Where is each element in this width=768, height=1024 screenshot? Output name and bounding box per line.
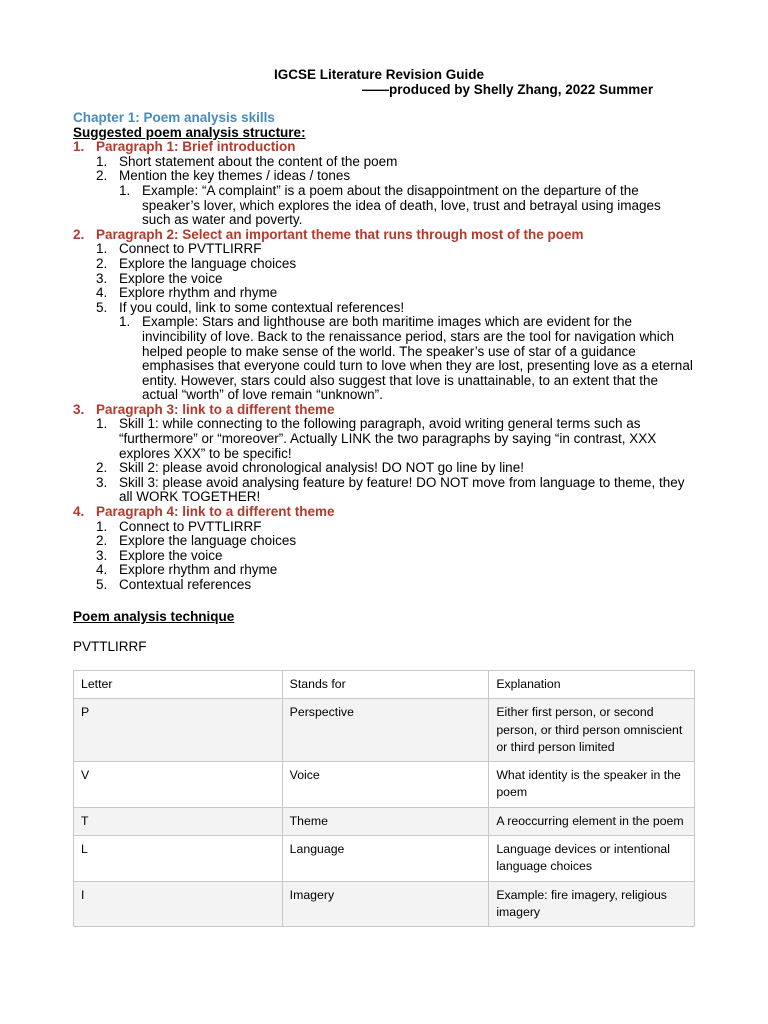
paragraph-number: 3. xyxy=(73,401,85,417)
item-text: Skill 1: while connecting to the following paragraph, avoid writing general terms such as “furthermore” or “moreover”. Actually LINK the two paragraphs by saying “in contrast, XXX explores XXX” to be specific! xyxy=(119,416,657,461)
paragraph-item xyxy=(73,403,693,505)
list-item xyxy=(96,286,693,301)
technique-table xyxy=(73,670,695,927)
document-byline: ——produced by Shelly Zhang, 2022 Summer xyxy=(362,82,654,97)
item-text: Short statement about the content of the poem xyxy=(119,153,398,169)
paragraph-list xyxy=(73,140,693,592)
list-item xyxy=(96,563,693,578)
table-cell: Voice xyxy=(282,762,489,808)
table-cell: Either first person, or second person, or third person omniscient or third person limited xyxy=(489,699,695,762)
acronym-label: PVTTLIRRF xyxy=(73,639,147,654)
table-cell: Language xyxy=(282,836,489,882)
paragraph-number: 4. xyxy=(73,504,85,520)
list-item xyxy=(96,461,693,476)
table-row xyxy=(74,881,695,927)
table-cell: Perspective xyxy=(282,699,489,762)
item-text: Explore the voice xyxy=(119,547,223,563)
table-row xyxy=(74,762,695,808)
table-cell: Language devices or intentional language choices xyxy=(489,836,695,882)
table-cell: L xyxy=(74,836,283,882)
list-item xyxy=(96,534,693,549)
document-title: IGCSE Literature Revision Guide xyxy=(274,67,485,82)
item-text: Mention the key themes / ideas / tones xyxy=(119,168,351,184)
technique-heading-wrap xyxy=(73,609,234,624)
item-text: Connect to PVTTLIRRF xyxy=(119,241,262,257)
table-cell: What identity is the speaker in the poem xyxy=(489,762,695,808)
list-item xyxy=(96,155,693,170)
list-item xyxy=(96,520,693,535)
list-item xyxy=(96,549,693,564)
item-number: 1. xyxy=(119,182,131,198)
table-row xyxy=(74,807,695,835)
list-item xyxy=(96,476,693,505)
example-list xyxy=(119,184,693,228)
structure-heading: Suggested poem analysis structure: xyxy=(73,124,306,140)
list-item xyxy=(96,272,693,287)
item-number: 2. xyxy=(96,255,108,271)
item-text: Explore rhythm and rhyme xyxy=(119,562,278,578)
paragraph-item xyxy=(73,228,693,403)
sub-list xyxy=(96,417,693,505)
list-item xyxy=(96,578,693,593)
item-text: Skill 3: please avoid analysing feature by feature! DO NOT move from language to theme, they all WORK TOGETHER! xyxy=(119,474,685,505)
item-number: 1. xyxy=(119,314,131,330)
example-text: Example: “A complaint” is a poem about the disappointment on the departure of the speaker’s lover, which explores the idea of death, love, trust and betrayal using images such as water and poverty. xyxy=(142,182,661,228)
list-item xyxy=(96,242,693,257)
item-number: 2. xyxy=(96,460,108,476)
paragraph-item xyxy=(73,505,693,593)
paragraph-item xyxy=(73,140,693,228)
list-item xyxy=(96,169,693,227)
column-header-letter: Letter xyxy=(74,671,283,699)
item-number: 4. xyxy=(96,285,108,301)
table-row xyxy=(74,699,695,762)
paragraph-title: Paragraph 1: Brief introduction xyxy=(96,139,296,155)
item-number: 3. xyxy=(96,547,108,563)
table-cell: T xyxy=(74,807,283,835)
item-text: Connect to PVTTLIRRF xyxy=(119,518,262,534)
table-cell: P xyxy=(74,699,283,762)
item-text: Explore the voice xyxy=(119,270,223,286)
column-header-stands-for: Stands for xyxy=(282,671,489,699)
item-text: Explore the language choices xyxy=(119,255,297,271)
item-text: Skill 2: please avoid chronological analysis! DO NOT go line by line! xyxy=(119,460,524,476)
item-number: 1. xyxy=(96,518,108,534)
item-number: 1. xyxy=(96,241,108,257)
item-number: 1. xyxy=(96,416,108,432)
list-item xyxy=(96,257,693,272)
table-cell: I xyxy=(74,881,283,927)
example-text: Example: Stars and lighthouse are both maritime images which are evident for the invincibility of love. Back to the renaissance period, stars are the tool for navigation which helped people to make sense of the world. The speaker’s use of star of a guidance emphasises that everyone could turn to love when they are lost, presenting love as a eternal entity. However, stars could also suggest that love is unattainable, to an extent that the actual “worth” of love remain “unknown”. xyxy=(142,314,693,403)
paragraph-title: Paragraph 2: Select an important theme that runs through most of the poem xyxy=(96,226,584,242)
item-number: 5. xyxy=(96,577,108,592)
table-cell: Theme xyxy=(282,807,489,835)
sub-list xyxy=(96,520,693,593)
table-row xyxy=(74,836,695,882)
table-cell: Example: fire imagery, religious imagery xyxy=(489,881,695,927)
list-item xyxy=(96,417,693,461)
table-cell: Imagery xyxy=(282,881,489,927)
column-header-explanation: Explanation xyxy=(489,671,695,699)
item-number: 3. xyxy=(96,474,108,490)
item-number: 3. xyxy=(96,270,108,286)
example-item xyxy=(119,315,693,403)
chapter-section xyxy=(73,111,693,593)
sub-list xyxy=(96,155,693,228)
item-number: 2. xyxy=(96,533,108,549)
item-number: 5. xyxy=(96,299,108,315)
item-text: If you could, link to some contextual references! xyxy=(119,299,405,315)
example-item xyxy=(119,184,693,228)
paragraph-number: 2. xyxy=(73,226,85,242)
example-list xyxy=(119,315,693,403)
item-number: 1. xyxy=(96,153,108,169)
item-text: Explore rhythm and rhyme xyxy=(119,285,278,301)
paragraph-title: Paragraph 3: link to a different theme xyxy=(96,401,335,417)
item-text: Contextual references xyxy=(119,577,252,592)
item-text: Explore the language choices xyxy=(119,533,297,549)
table-cell: A reoccurring element in the poem xyxy=(489,807,695,835)
item-number: 4. xyxy=(96,562,108,578)
paragraph-number: 1. xyxy=(73,139,85,155)
list-item xyxy=(96,301,693,403)
item-number: 2. xyxy=(96,168,108,184)
chapter-title: Chapter 1: Poem analysis skills xyxy=(73,110,275,125)
technique-heading: Poem analysis technique xyxy=(73,609,235,624)
table-header-row xyxy=(74,671,695,699)
sub-list xyxy=(96,242,693,403)
table-cell: V xyxy=(74,762,283,808)
paragraph-title: Paragraph 4: link to a different theme xyxy=(96,504,335,520)
